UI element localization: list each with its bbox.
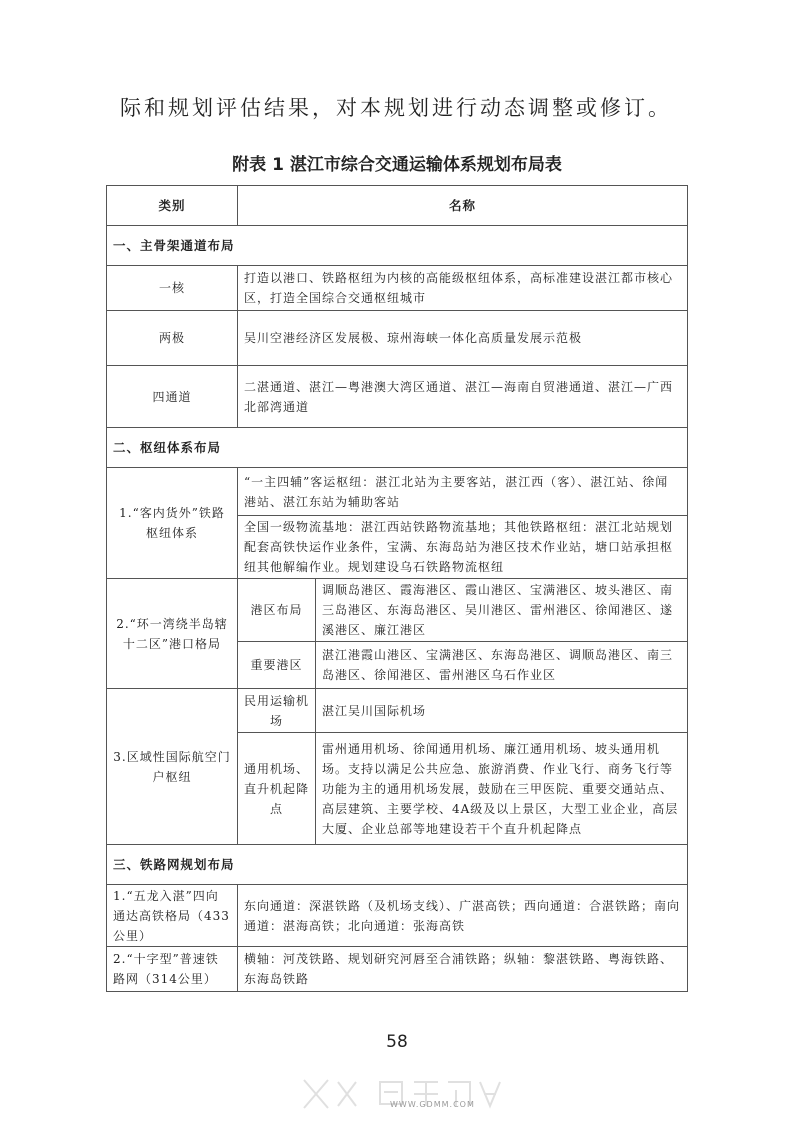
row-category: 2.“十字型”普速铁路网（314公里）	[107, 947, 238, 992]
section-row	[107, 428, 688, 468]
row-text: 湛江港霞山港区、宝满港区、东海岛港区、调顺岛港区、南三岛港区、徐闻港区、雷州港区乌石作业区	[316, 642, 688, 689]
header-row	[107, 186, 688, 226]
row-category: 1.“客内货外”铁路枢纽体系	[107, 468, 238, 579]
row-category: 两极	[107, 311, 238, 366]
row-category: 1.“五龙入湛”四向通达高铁格局（433公里）	[107, 885, 238, 947]
row-text: “一主四辅”客运枢纽：湛江北站为主要客站，湛江西（客）、湛江站、徐闻港站、湛江东站为辅助客站	[238, 468, 688, 516]
table-row	[107, 885, 688, 947]
table-title: 附表 1 湛江市综合交通运输体系规划布局表	[232, 155, 562, 175]
table-row	[107, 366, 688, 428]
watermark-logo	[298, 1072, 518, 1116]
row-text: 雷州通用机场、徐闻通用机场、廉江通用机场、坡头通用机场。支持以满足公共应急、旅游消费、作业飞行、商务飞行等功能为主的通用机场发展，鼓励在三甲医院、重要交通站点、高层建筑、主要学校、4A级及以上景区，大型工业企业，高层大厦、企业总部等地建设若干个直升机起降点	[316, 733, 688, 845]
row-sublabel: 民用运输机场	[238, 689, 316, 733]
row-text: 二湛通道、湛江—粤港澳大湾区通道、湛江—海南自贸港通道、湛江—广西北部湾通道	[238, 366, 688, 428]
row-sublabel: 港区布局	[238, 579, 316, 642]
lead-paragraph: 际和规划评估结果，对本规划进行动态调整或修订。	[120, 96, 672, 120]
watermark-url: WWW.GDMM.COM	[390, 1100, 475, 1109]
table-row	[107, 579, 688, 642]
row-text: 横轴：河茂铁路、规划研究河唇至合浦铁路；纵轴：黎湛铁路、粤海铁路、东海岛铁路	[238, 947, 688, 992]
row-category: 3.区域性国际航空门户枢纽	[107, 689, 238, 845]
row-sublabel: 重要港区	[238, 642, 316, 689]
row-category: 2.“环一湾绕半岛辖十二区”港口格局	[107, 579, 238, 689]
table-row	[107, 311, 688, 366]
row-text: 吴川空港经济区发展极、琼州海峡一体化高质量发展示范极	[238, 311, 688, 366]
page-number: 58	[386, 1032, 408, 1052]
table-row	[107, 468, 688, 516]
table-row	[107, 689, 688, 733]
row-category: 一核	[107, 266, 238, 311]
section-title: 三、铁路网规划布局	[107, 845, 688, 885]
header-name: 名称	[238, 186, 688, 226]
row-text: 湛江吴川国际机场	[316, 689, 688, 733]
row-text: 东向通道：深湛铁路（及机场支线）、广湛高铁；西向通道：合湛铁路；南向通道：湛海高铁；北向通道：张海高铁	[238, 885, 688, 947]
row-text: 全国一级物流基地：湛江西站铁路物流基地；其他铁路枢纽：湛江北站规划配套高铁快运作业条件，宝满、东海岛站为港区技术作业站，塘口站承担枢纽其他解编作业。规划建设乌石铁路物流枢纽	[238, 516, 688, 579]
header-category: 类别	[107, 186, 238, 226]
section-row	[107, 845, 688, 885]
row-text: 调顺岛港区、霞海港区、霞山港区、宝满港区、坡头港区、南三岛港区、东海岛港区、吴川港区、雷州港区、徐闻港区、遂溪港区、廉江港区	[316, 579, 688, 642]
section-title: 二、枢纽体系布局	[107, 428, 688, 468]
layout-table	[106, 185, 688, 992]
table-row	[107, 266, 688, 311]
section-row	[107, 226, 688, 266]
table-row	[107, 947, 688, 992]
section-title: 一、主骨架通道布局	[107, 226, 688, 266]
row-sublabel: 通用机场、直升机起降点	[238, 733, 316, 845]
row-text: 打造以港口、铁路枢纽为内核的高能级枢纽体系，高标准建设湛江都市核心区，打造全国综合交通枢纽城市	[238, 266, 688, 311]
row-category: 四通道	[107, 366, 238, 428]
